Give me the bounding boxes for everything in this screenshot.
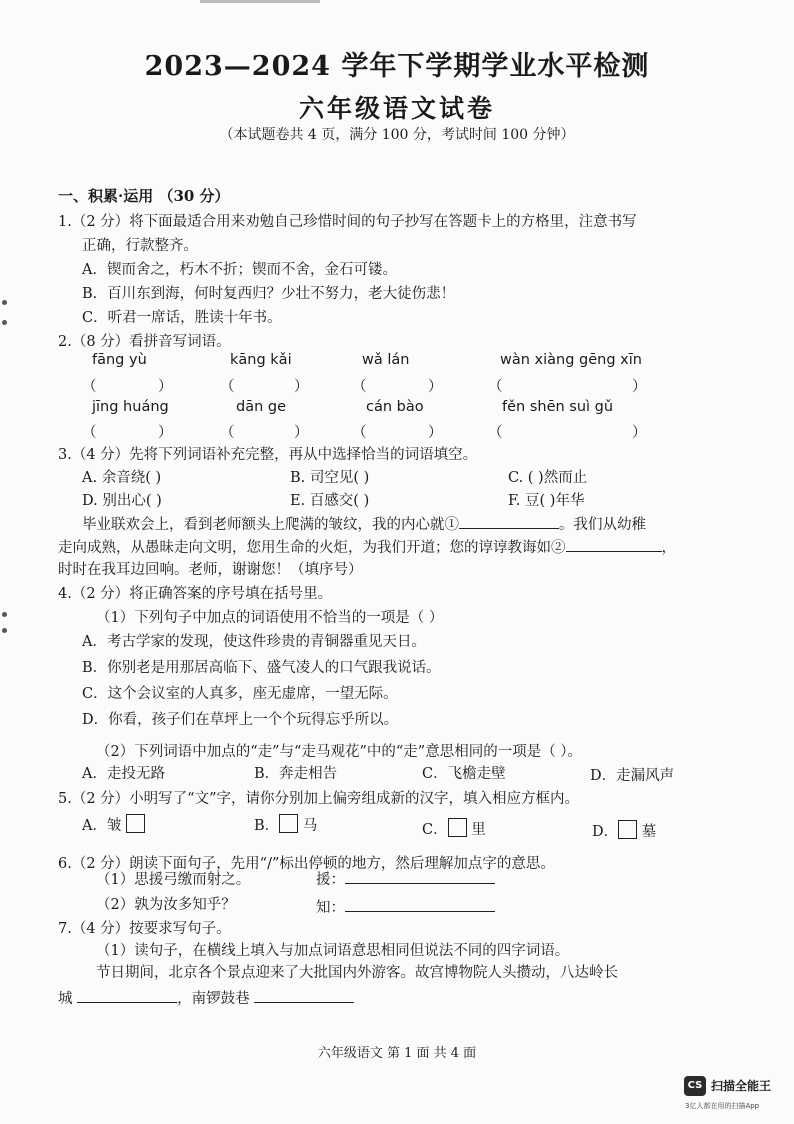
scanner-logo-icon: CS	[684, 1076, 706, 1096]
answer-blank[interactable]	[459, 514, 559, 529]
pinyin: cán bào	[366, 399, 424, 415]
q7-paragraph-line1: 节日期间，北京各个景点迎来了大批国内外游客。故宫博物院人头攒动，八达岭长	[96, 965, 618, 981]
q1-option-a: A．锲而舍之，朽木不折；锲而不舍，金石可镂。	[82, 262, 397, 278]
q4-option-c: C．这个会议室的人真多，座无虚席，一望无际。	[82, 686, 398, 702]
q7-sub1: （1）读句子，在横线上填入与加点词语意思相同但说法不同的四字词语。	[96, 943, 570, 959]
q5-option-b: B． 马	[254, 814, 317, 835]
answer-paren-right: ）	[158, 379, 173, 395]
binding-hole	[2, 320, 7, 325]
q4-choice-a: A．走投无路	[82, 766, 165, 782]
q6-word-2: 知：	[316, 896, 495, 917]
q4-choice-d: D．走漏风声	[590, 768, 675, 784]
q3-paragraph-line3: 时时在我耳边回响。老师，谢谢您！（填序号）	[58, 562, 363, 578]
scanner-tagline: 3亿人都在用的扫描App	[685, 1102, 760, 1110]
q1-option-c: C．听君一席话，胜读十年书。	[82, 310, 282, 326]
section-heading: 一、积累·运用 （30 分）	[58, 187, 230, 205]
q5-option-d: D． 墓	[592, 820, 656, 841]
q1-option-b: B．百川东到海，何时复西归？少壮不努力，老大徒伤悲！	[82, 286, 456, 302]
q3-option-a: A. 余音绕( )	[82, 470, 162, 486]
q4-option-d: D．你看，孩子们在草坪上一个个玩得忘乎所以。	[82, 712, 399, 728]
exam-subtitle: 六年级语文试卷	[298, 94, 495, 123]
pinyin: fāng yù	[92, 352, 147, 368]
q4-option-b: B．你别老是用那居高临下、盛气凌人的口气跟我说话。	[82, 660, 441, 676]
q6-stem: 6.（2 分）朗读下面句子，先用“/”标出停顿的地方，然后理解加点字的意思。	[58, 856, 555, 872]
answer-paren-right: ）	[428, 379, 443, 395]
answer-paren-left: （	[352, 425, 367, 441]
q1-stem: 1.（2 分）将下面最适合用来劝勉自己珍惜时间的句子抄写在答题卡上的方格里，注意书写	[58, 214, 637, 230]
q5-stem: 5.（2 分）小明写了“文”字，请你分别加上偏旁组成新的汉字，填入相应方框内。	[58, 791, 579, 807]
q7-stem: 7.（4 分）按要求写句子。	[58, 921, 231, 937]
answer-blank[interactable]	[77, 988, 177, 1003]
q6-sentence-1: （1）思援弓缴而射之。	[96, 872, 251, 888]
answer-paren-left: （	[82, 425, 97, 441]
answer-paren-left: （	[220, 379, 235, 395]
pinyin: fěn shēn suì gǔ	[502, 399, 614, 415]
q3-paragraph-line2: 走向成熟，从愚昧走向文明，您用生命的火炬，为我们开道；您的谆谆教诲如② ，	[58, 536, 676, 557]
answer-paren-right: ）	[294, 425, 309, 441]
answer-blank[interactable]	[345, 869, 495, 884]
answer-paren-right: ）	[632, 425, 647, 441]
pinyin: wàn xiàng gēng xīn	[500, 352, 642, 368]
page-footer: 六年级语文 第 1 面 共 4 面	[317, 1046, 477, 1061]
answer-paren-right: ）	[632, 379, 647, 395]
answer-box[interactable]	[618, 820, 637, 839]
q6-sentence-2: （2）孰为汝多知乎？	[96, 897, 236, 913]
q3-stem: 3.（4 分）先将下列词语补充完整，再从中选择恰当的词语填空。	[58, 447, 478, 463]
binding-hole	[2, 300, 7, 305]
answer-paren-left: （	[488, 379, 503, 395]
exam-note: （本试题卷共 4 页，满分 100 分，考试时间 100 分钟）	[219, 127, 575, 143]
q4-stem: 4.（2 分）将正确答案的序号填在括号里。	[58, 586, 333, 602]
q3-option-e: E. 百感交( )	[290, 493, 370, 509]
q7-paragraph-line2: 城 ，南锣鼓巷	[58, 987, 354, 1008]
answer-box[interactable]	[279, 814, 298, 833]
answer-blank[interactable]	[254, 988, 354, 1003]
pinyin: dān ge	[236, 399, 287, 415]
q3-option-b: B. 司空见( )	[290, 470, 370, 486]
answer-box[interactable]	[448, 818, 467, 837]
q4-sub1: （1）下列句子中加点的词语使用不恰当的一项是（ ）	[96, 610, 444, 626]
scan-edge-mark	[200, 0, 320, 3]
answer-paren-right: ）	[428, 425, 443, 441]
q4-choice-b: B．奔走相告	[254, 766, 338, 782]
answer-paren-left: （	[352, 379, 367, 395]
answer-blank[interactable]	[345, 897, 495, 912]
answer-paren-right: ）	[158, 425, 173, 441]
q1-stem-cont: 正确，行款整齐。	[82, 238, 198, 254]
q4-sub2: （2）下列词语中加点的“走”与“走马观花”中的“走”意思相同的一项是（ ）。	[96, 744, 583, 760]
answer-paren-right: ）	[294, 379, 309, 395]
q3-option-c: C. ( )然而止	[508, 470, 588, 486]
answer-box[interactable]	[126, 814, 145, 833]
binding-hole	[2, 612, 7, 617]
q3-option-d: D. 别出心( )	[82, 493, 162, 509]
exam-title: 2023—2024 学年下学期学业水平检测	[144, 51, 650, 82]
q2-stem: 2.（8 分）看拼音写词语。	[58, 334, 231, 350]
pinyin: jīng huáng	[92, 399, 169, 415]
answer-paren-left: （	[488, 425, 503, 441]
pinyin: wǎ lán	[362, 352, 410, 368]
binding-hole	[2, 628, 7, 633]
answer-paren-left: （	[82, 379, 97, 395]
pinyin: kāng kǎi	[230, 352, 292, 368]
scanner-app-name: 扫描全能王	[711, 1079, 772, 1093]
answer-paren-left: （	[220, 425, 235, 441]
q3-paragraph-line1: 毕业联欢会上，看到老师额头上爬满的皱纹，我的内心就① 。我们从幼稚	[82, 513, 646, 534]
q6-word-1: 援：	[316, 868, 495, 889]
q5-option-a: A．皱	[82, 814, 145, 835]
answer-blank[interactable]	[566, 537, 662, 552]
q3-option-f: F. 豆( )年华	[508, 493, 585, 509]
q4-option-a: A．考古学家的发现，使这件珍贵的青铜器重见天日。	[82, 634, 426, 650]
q4-choice-c: C．飞檐走壁	[422, 766, 506, 782]
q5-option-c: C． 里	[422, 818, 486, 839]
